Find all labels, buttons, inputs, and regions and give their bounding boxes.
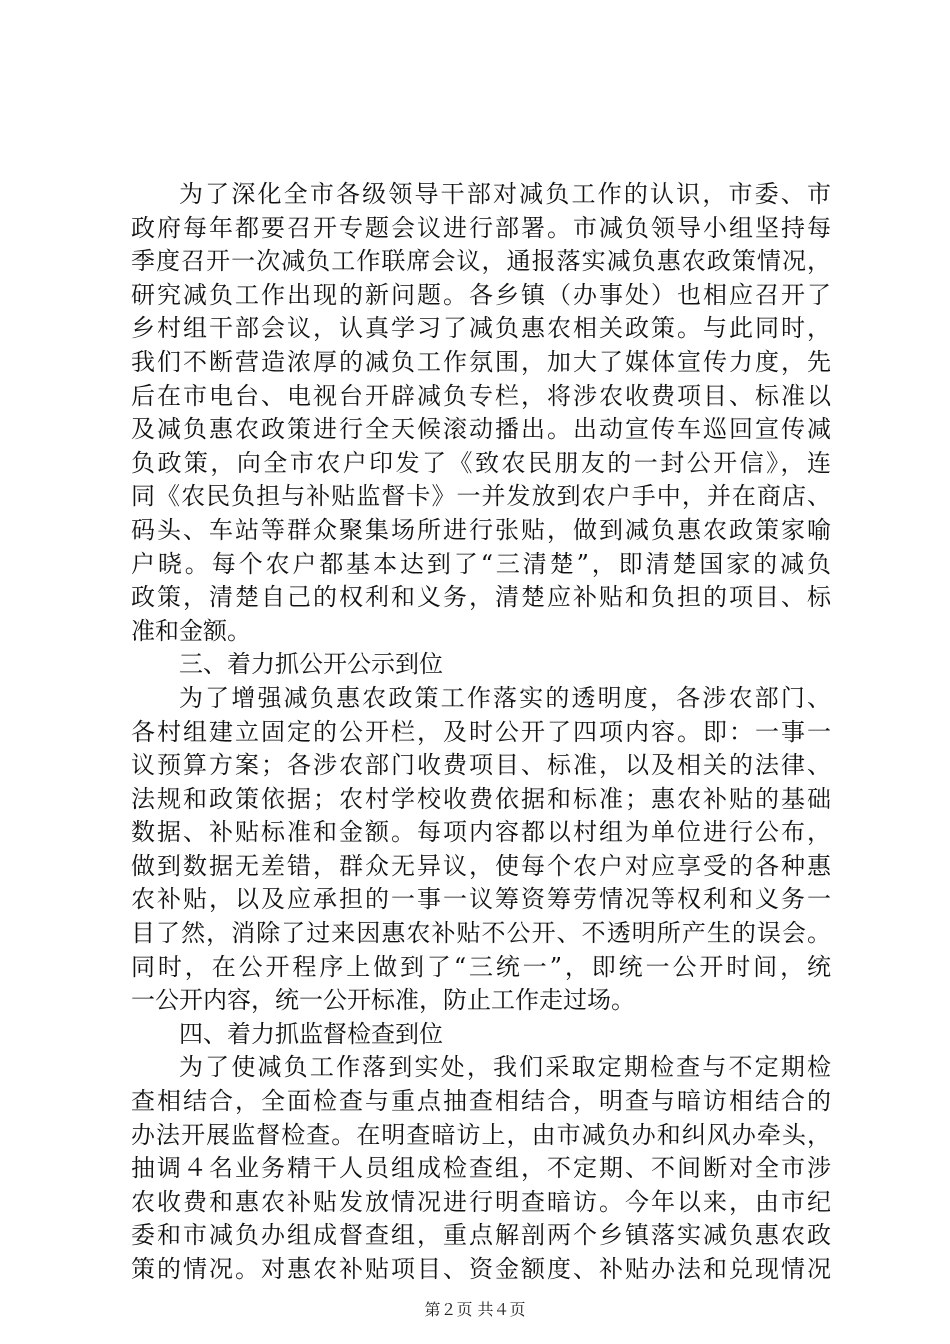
paragraph-line: 后在市电台、电视台开辟减负专栏，将涉农收费项目、标准以 xyxy=(131,381,831,410)
document-body xyxy=(131,178,831,1287)
paragraph-line: 做到数据无差错，群众无异议，使每个农户对应享受的各种惠 xyxy=(131,851,831,880)
paragraph-line: 为了使减负工作落到实处，我们采取定期检查与不定期检 xyxy=(179,1053,831,1082)
paragraph-3 xyxy=(131,1051,831,1286)
paragraph-line: 农补贴，以及应承担的一事一议筹资筹劳情况等权利和义务一 xyxy=(131,885,831,914)
page-number-footer: 第２页 共４页 xyxy=(424,1300,526,1319)
section-heading-3: 三、着力抓公开公示到位 xyxy=(179,650,443,679)
paragraph-line: 各村组建立固定的公开栏，及时公开了四项内容。即：一事一 xyxy=(131,717,831,746)
paragraph-line: 研究减负工作出现的新问题。各乡镇（办事处）也相应召开了 xyxy=(131,280,831,309)
paragraph-line: 委和市减负办组成督查组，重点解剖两个乡镇落实减负惠农政 xyxy=(131,1221,831,1250)
paragraph-line: 码头、车站等群众聚集场所进行张贴，做到减负惠农政策家喻 xyxy=(131,515,831,544)
paragraph-line: 户晓。每个农户都基本达到了“三清楚”，即清楚国家的减负 xyxy=(131,549,831,578)
paragraph-2 xyxy=(131,682,831,1018)
paragraph-line: 法规和政策依据；农村学校收费依据和标准；惠农补贴的基础 xyxy=(131,784,831,813)
paragraph-line: 同时，在公开程序上做到了“三统一”，即统一公开时间，统 xyxy=(131,952,831,981)
paragraph-line: 办法开展监督检查。在明查暗访上，由市减负办和纠风办牵头， xyxy=(131,1120,831,1149)
paragraph-line: 目了然，消除了过来因惠农补贴不公开、不透明所产生的误会。 xyxy=(131,919,831,948)
paragraph-line: 为了深化全市各级领导干部对减负工作的认识，市委、市 xyxy=(179,180,831,208)
paragraph-line: 及减负惠农政策进行全天候滚动播出。出动宣传车巡回宣传减 xyxy=(131,415,831,444)
paragraph-line: 抽调４名业务精干人员组成检查组，不定期、不间断对全市涉 xyxy=(131,1154,831,1183)
paragraph-line: 策的情况。对惠农补贴项目、资金额度、补贴办法和兑现情况 xyxy=(131,1255,831,1283)
paragraph-line: 同《农民负担与补贴监督卡》一并发放到农户手中，并在商店、 xyxy=(131,482,831,511)
section-heading-4: 四、着力抓监督检查到位 xyxy=(179,1019,443,1048)
paragraph-line: 一公开内容，统一公开标准，防止工作走过场。 xyxy=(131,986,635,1015)
paragraph-line: 政策，清楚自己的权利和义务，清楚应补贴和负担的项目、标 xyxy=(131,583,831,612)
paragraph-line: 季度召开一次减负工作联席会议，通报落实减负惠农政策情况， xyxy=(131,247,831,276)
paragraph-line: 政府每年都要召开专题会议进行部署。市减负领导小组坚持每 xyxy=(131,213,831,242)
paragraph-line: 准和金额。 xyxy=(131,616,251,645)
paragraph-line: 为了增强减负惠农政策工作落实的透明度，各涉农部门、 xyxy=(179,683,831,712)
paragraph-line: 查相结合，全面检查与重点抽查相结合，明查与暗访相结合的 xyxy=(131,1087,831,1116)
paragraph-line: 我们不断营造浓厚的减负工作氛围，加大了媒体宣传力度，先 xyxy=(131,347,831,376)
paragraph-line: 议预算方案；各涉农部门收费项目、标准，以及相关的法律、 xyxy=(131,751,831,780)
paragraph-1 xyxy=(131,178,831,648)
paragraph-line: 农收费和惠农补贴发放情况进行明查暗访。今年以来，由市纪 xyxy=(131,1187,831,1216)
paragraph-line: 负政策，向全市农户印发了《致农民朋友的一封公开信》，连 xyxy=(131,448,831,477)
paragraph-line: 乡村组干部会议，认真学习了减负惠农相关政策。与此同时， xyxy=(131,314,831,343)
paragraph-line: 数据、补贴标准和金额。每项内容都以村组为单位进行公布， xyxy=(131,818,831,847)
